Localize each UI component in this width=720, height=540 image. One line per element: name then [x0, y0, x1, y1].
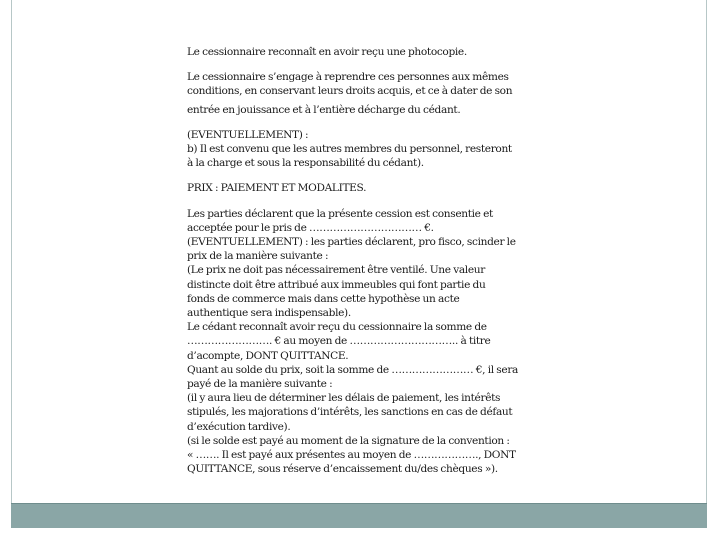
text-line: à la charge et sous la responsabilité du cédant). [187, 157, 424, 170]
text-line: (si le solde est payé au moment de la signature de la convention : [187, 434, 510, 447]
text-line: (EVENTUELLEMENT) : [187, 128, 309, 141]
text-line: Les parties déclarent que la présente cession est consentie et [187, 207, 493, 220]
text-line: d’acompte, DONT QUITTANCE. [187, 349, 349, 362]
text-line: b) Il est convenu que les autres membres du personnel, resteront [187, 143, 512, 156]
slide-footer-bar [11, 503, 707, 528]
text-line: (Le prix ne doit pas nécessairement être ventilé. Une valeur [187, 264, 485, 277]
text-line: entrée en jouissance et à l’entière décharge du cédant. [187, 103, 461, 116]
text-line: d’exécution tardive). [187, 420, 291, 433]
section-heading: PRIX : PAIEMENT ET MODALITES. [187, 182, 367, 195]
text-line: Le cessionnaire reconnaît en avoir reçu une photocopie. [187, 46, 467, 58]
text-line: distincte doit être attribué aux immeubles qui font partie du [187, 278, 486, 291]
text-line: fonds de commerce mais dans cette hypothèse un acte [187, 292, 460, 305]
text-line: QUITTANCE, sous réserve d’encaissement du/des chèques »). [187, 463, 498, 476]
text-line: authentique sera indispensable). [187, 307, 351, 320]
text-line: Le cédant reconnaît avoir reçu du cessionnaire la somme de [187, 321, 487, 334]
text-line: Quant au solde du prix, soit la somme de …………………… €, il sera [187, 363, 518, 376]
text-line: ……………………. € au moyen de ………………………….. à titre [187, 335, 491, 348]
text-line: payé de la manière suivante : [187, 378, 333, 391]
text-line: acceptée pour le pris de …………………………… €. [187, 221, 434, 234]
text-line: « ……. Il est payé aux présentes au moyen de ………………., DONT [187, 449, 516, 462]
text-line: conditions, en conservant leurs droits acquis, et ce à dater de son [187, 85, 513, 98]
text-line: (EVENTUELLEMENT) : les parties déclarent, pro fisco, scinder le [187, 236, 516, 249]
text-line: stipulés, les majorations d’intérêts, les sanctions en cas de défaut [187, 406, 513, 419]
text-line: prix de la manière suivante : [187, 250, 329, 263]
document-body [187, 45, 537, 476]
text-line: (il y aura lieu de déterminer les délais de paiement, les intérêts [187, 392, 501, 405]
slide-page [11, 0, 707, 503]
text-line: Le cessionnaire s’engage à reprendre ces personnes aux mêmes [187, 71, 509, 84]
